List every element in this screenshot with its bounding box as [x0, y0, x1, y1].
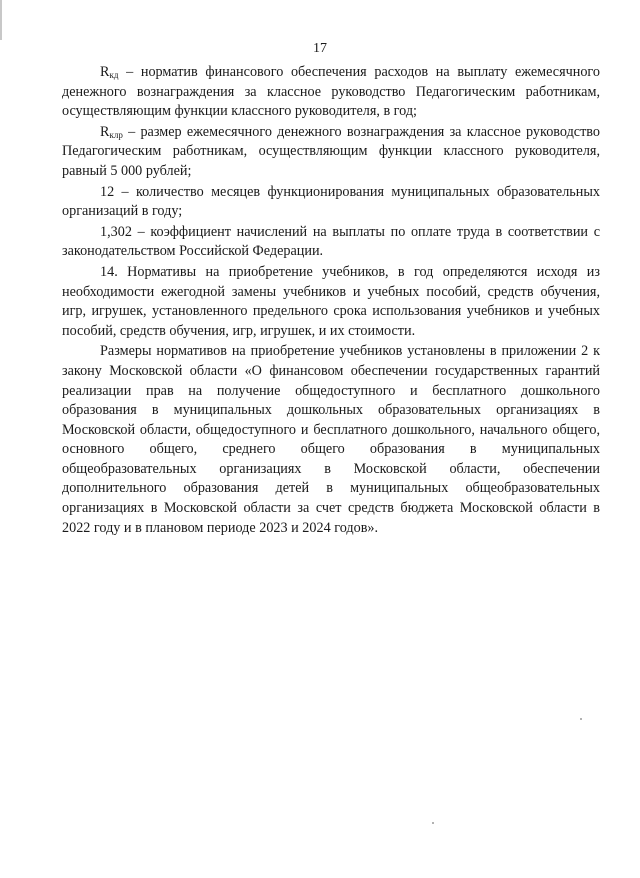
paragraph-text: – норматив финансового обеспечения расходов на выплату ежемесячного денежного вознаграждения за классное руководство Педагогическим работникам, осуществляющим функции классного руководителя, в год;: [62, 64, 600, 120]
paragraph-coefficient-definition: 1,302 – коэффициент начислений на выплаты по оплате труда в соответствии с законодательством Российской Федерации.: [62, 223, 600, 260]
page-number: 17: [313, 41, 327, 56]
paragraph-months-definition: 12 – количество месяцев функционирования муниципальных образовательных организаций в году;: [62, 183, 600, 220]
paragraph-rkd-definition: [62, 63, 600, 122]
scan-speck: [580, 718, 582, 720]
formula-symbol: R: [100, 123, 110, 140]
formula-symbol: R: [100, 64, 110, 80]
document-body: [62, 63, 600, 538]
formula-subscript: клр: [109, 129, 123, 140]
paragraph-rklr-definition: [62, 123, 600, 182]
paragraph-text: – размер ежемесячного денежного вознаграждения за классное руководство Педагогическим работникам, осуществляющим функции классного руководителя, равный 5 000 рублей;: [62, 123, 600, 179]
scan-edge-mark: [0, 0, 2, 40]
paragraph-textbook-norms: 14. Нормативы на приобретение учебников, в год определяются исходя из необходимости ежегодной замены учебников и учебных пособий, средств обучения, игр, игрушек, установленного предельного срока использования учебников и учебных пособий, средств обучения, игр, игрушек, и их стоимости.: [62, 263, 600, 339]
paragraph-norm-sizes: Размеры нормативов на приобретение учебников установлены в приложении 2 к закону Московской области «О финансовом обеспечении государственных гарантий реализации прав на получение общедоступного и бесплатного дошкольного образования в муниципальных дошкольных образовательных организациях в Московской области, общедоступного и бесплатного дошкольного, начального общего, основного общего, среднего общего образования в муниципальных общеобразовательных организациях в Московской области, обеспечении дополнительного образования детей в муниципальных общеобразовательных организациях в Московской области за счет средств бюджета Московской области в 2022 году и в плановом периоде 2023 и 2024 годов».: [62, 343, 600, 536]
scan-speck: [432, 822, 434, 824]
formula-subscript: кд: [109, 70, 119, 80]
